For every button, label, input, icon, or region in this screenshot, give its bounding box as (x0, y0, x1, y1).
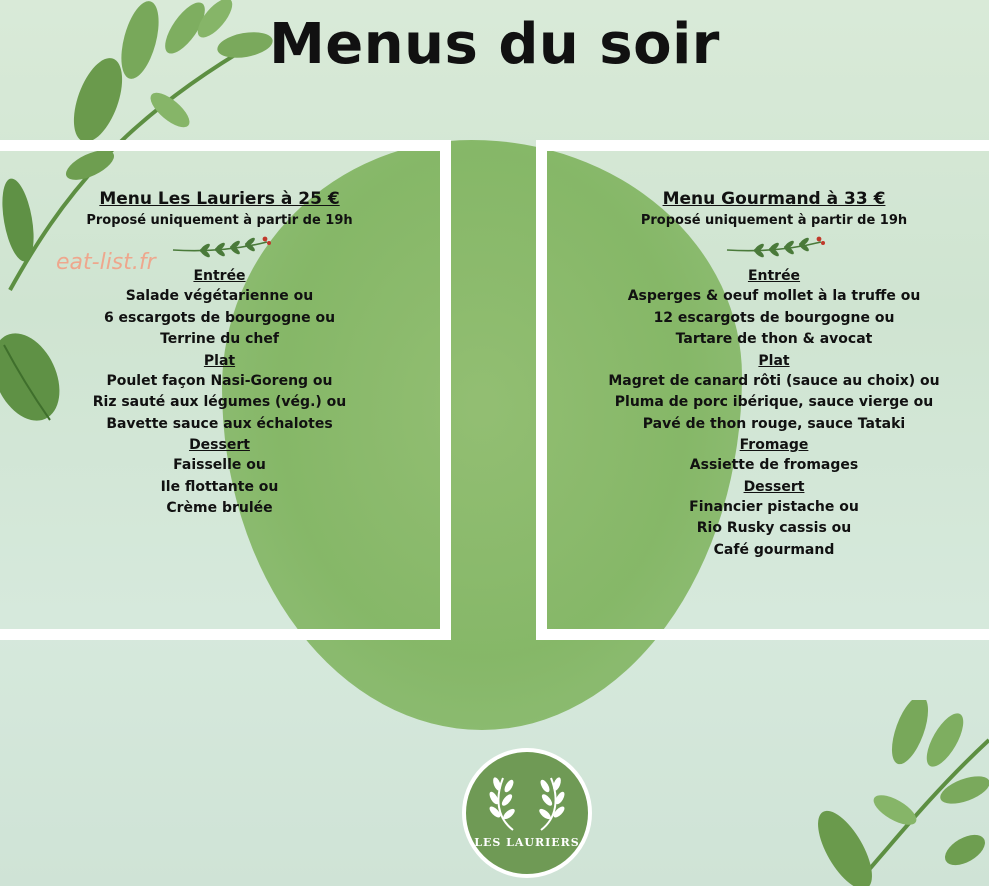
section-heading-entree: Entrée (747, 268, 801, 284)
menu-panel-gourmand (536, 140, 989, 640)
menu-item: Terrine du chef (160, 331, 279, 347)
watermark-text: eat-list.fr (56, 250, 156, 275)
section-heading-dessert: Dessert (743, 478, 805, 495)
laurel-wreath-icon (483, 768, 571, 834)
section-heading-plat: Plat (758, 352, 790, 369)
logo-text: LES LAURIERS (474, 836, 580, 849)
menu-subtitle: Proposé uniquement à partir de 19h (640, 213, 908, 228)
menu-item: 12 escargots de bourgogne ou (653, 309, 895, 326)
menu-item: Magret de canard rôti (sauce au choix) ou (608, 372, 940, 389)
menu-item: Asperges & oeuf mollet à la truffe ou (627, 288, 921, 304)
menu-item: Bavette sauce aux échalotes (106, 415, 333, 432)
menu-item: Financier pistache ou (689, 498, 859, 515)
menu-item: 6 escargots de bourgogne ou (103, 309, 336, 326)
sprig-divider-icon (165, 234, 275, 260)
menu-title: Menu Gourmand à 33 € (662, 189, 886, 209)
menu-panel-les-lauriers (0, 140, 451, 640)
menu-item: Poulet façon Nasi-Goreng ou (106, 372, 333, 389)
section-heading-entree: Entrée (193, 268, 246, 284)
menu-item: Pluma de porc ibérique, sauce vierge ou (614, 394, 934, 410)
menu-item: Faisselle ou (173, 457, 266, 473)
page-title: Menus du soir (269, 12, 720, 77)
section-heading-plat: Plat (203, 352, 236, 369)
menu-subtitle: Proposé uniquement à partir de 19h (86, 213, 353, 228)
section-heading-dessert: Dessert (189, 437, 250, 453)
menu-item: Tartare de thon & avocat (675, 331, 873, 347)
menu-item: Salade végétarienne ou (125, 288, 314, 304)
menu-item: Rio Rusky cassis ou (696, 520, 852, 536)
menu-item: Assiette de fromages (689, 457, 859, 473)
restaurant-logo (462, 748, 592, 878)
menu-item: Pavé de thon rouge, sauce Tataki (642, 415, 906, 432)
menu-item: Crème brulée (166, 500, 273, 516)
menu-item: Riz sauté aux légumes (vég.) ou (92, 394, 347, 410)
section-heading-fromage: Fromage (739, 437, 809, 453)
menu-item: Café gourmand (713, 541, 835, 558)
leaf-branch-bottom-right-icon (815, 700, 989, 886)
sprig-divider-icon (719, 234, 829, 260)
menu-title: Menu Les Lauriers à 25 € (99, 189, 340, 209)
menu-item: Ile flottante ou (160, 478, 279, 495)
